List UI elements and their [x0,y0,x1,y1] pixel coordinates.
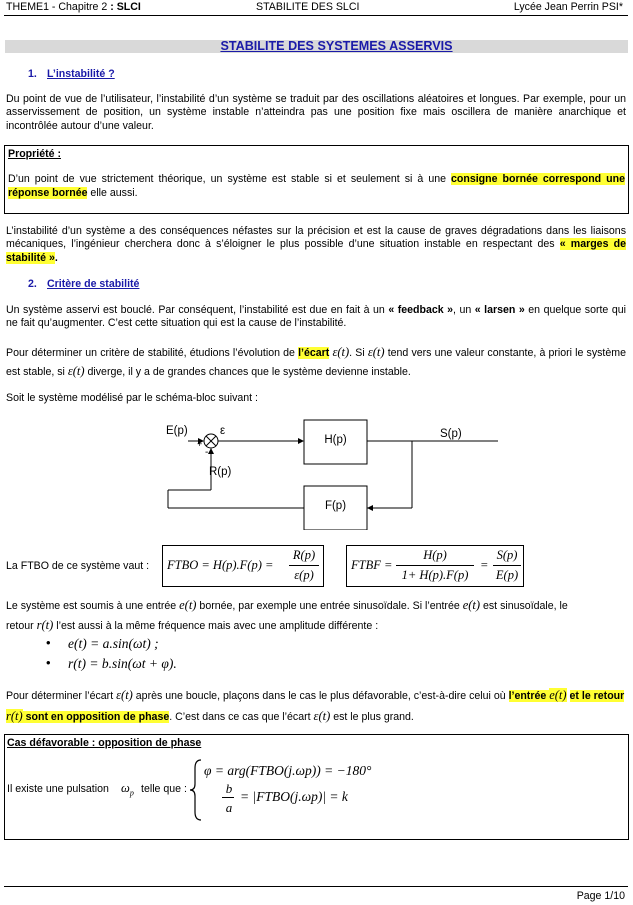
footer-rule [4,886,628,887]
ecart-text-a: Pour déterminer un critère de stabilité, étudions l’évolution de [6,347,299,359]
margins-highlight: « marges de stabilité » [6,238,626,264]
pulsation-text-a: Il existe une pulsation [7,783,109,795]
margins-end: . [54,251,58,264]
margins-paragraph [6,225,626,265]
sinus-text-c: est sinusoïdale, le [480,600,568,612]
omega-symbol [121,781,134,798]
ftbf-lhs: FTBF = [351,558,393,572]
feedback-signal-label: R(p) [209,466,232,478]
block-h-label: H(p) [324,434,347,446]
ftbf-fraction-bar-2 [493,565,521,566]
bullet-1: • [46,635,51,650]
ftbo-denominator: ε(p) [294,568,314,582]
sinus-text-a: Le système est soumis à une entrée [6,600,180,612]
epsilon-t-1: ε(t) [332,345,350,359]
feedback-text-b: , un [453,304,475,316]
gain-equation: = |FTBO(j.ωp)| = k [240,789,348,804]
epsilon-t-5: ε(t) [313,709,331,723]
section1-paragraph: Du point de vue de l’utilisateur, l’instabilité d’un système se traduit par des oscillations aléatoires et longues. Par exemple, pour un asservissement de position, un système instable n’atteindra pas une position fixe mais oscillera de manière anarchique et incontrôlée autour d’une valeur. [6,93,626,132]
output-label: S(p) [440,428,462,440]
sinus-line-1 [6,598,628,613]
header-left [6,1,141,13]
equation-r: r(t) = b.sin(ωt + φ). [68,656,177,671]
equation-e: e(t) = a.sin(ωt) ; [68,636,159,651]
larsen-term: « larsen » [474,304,525,316]
ftbf-denominator-2: E(p) [495,568,519,582]
e-t-2: e(t) [462,598,481,612]
ftbo-lhs: FTBO = H(p).F(p) = [167,558,274,572]
sinus-text-d: retour [6,620,37,632]
worst-text-a: Pour déterminer l’écart [6,690,117,702]
header-center: STABILITE DES SLCI [256,1,360,13]
header-rule [4,15,628,16]
worst-highlight-3: sont en opposition de phase [25,711,170,723]
bullet-2: • [46,655,51,670]
ecart-text-d: diverge, il y a de grandes chances que le système devienne instable. [84,366,411,378]
pulsation-text-b: telle que : [141,783,187,795]
ftbf-numerator-1: H(p) [423,548,447,562]
ftbo-fraction-bar [289,565,319,566]
ftbf-fraction-bar-1 [396,565,474,566]
header-theme: THEME1 - Chapitre 2 [6,1,111,13]
epsilon-t-2: ε(t) [367,345,385,359]
sinus-line-2 [6,618,378,633]
worst-paragraph [6,685,628,727]
sinus-text-e: l’est aussi à la même fréquence mais avec une amplitude différente : [53,620,379,632]
section1-number: 1. [28,68,37,80]
plus-sign: + [197,439,203,449]
schema-intro: Soit le système modélisé par le schéma-bloc suivant : [6,392,259,404]
ecart-text-b: . Si [349,347,368,359]
ftbf-equals: = [480,558,489,572]
property-text [8,173,625,200]
margins-text: L’instabilité d’un système a des conséquences néfastes sur la précision et est la cause de graves dégradations dans les liaisons mécaniques, l’ingénieur cherchera donc à s’éloigner le plus possible d’une situation instable en respectant des [6,225,626,251]
worst-text-b: après une boucle, plaçons dans le cas le plus défavorable, c’est-à-dire celui où [132,690,509,702]
feedback-text-c: en quelque sorte qui ne fait qu’augmenter. C’est cette situation qui est la cause de l’instabilité. [6,304,626,330]
omega-subscript: p [129,788,134,798]
system-brace [188,758,204,822]
worst-text-d: est le plus grand. [330,711,414,723]
minus-sign: - [205,447,209,458]
worst-highlight-1: l’entrée [508,690,547,702]
title-bar [5,40,628,53]
epsilon-t-3: ε(t) [67,364,85,378]
ftbf-denominator-1: 1+ H(p).F(p) [401,568,469,582]
block-diagram [150,410,570,530]
ratio-bar [222,797,234,798]
ecart-highlight: l’écart [298,347,330,359]
header-chapter: : SLCI [110,1,141,13]
phase-equation: φ = arg(FTBO(j.ωp)) = −180° [204,763,372,778]
feedback-paragraph [6,304,626,331]
ecart-paragraph [6,343,626,381]
section1-heading: L’instabilité ? [47,68,115,80]
e-t-1: e(t) [179,598,197,612]
epsilon-label: ε [220,425,226,437]
header-right: Lycée Jean Perrin PSI* [513,1,623,13]
input-label: E(p) [166,425,188,437]
worst-text-c: . C’est dans ce cas que l’écart [169,711,314,723]
ratio-denominator: a [225,800,233,815]
ftbf-numerator-2: S(p) [496,548,518,562]
omega-letter: ω [121,781,130,795]
section2-number: 2. [28,278,37,290]
section2-heading: Critère de stabilité [47,278,140,290]
epsilon-t-4: ε(t) [116,688,133,702]
property-text-b: elle aussi. [87,186,138,199]
worst-case-title: Cas défavorable : opposition de phase [7,737,202,749]
feedback-term: « feedback » [388,304,454,316]
property-highlight: consigne bornée correspond une réponse bornée [8,173,625,199]
worst-highlight-2: et le retour [569,690,625,702]
ratio-numerator: b [225,781,233,796]
property-title: Propriété : [8,148,61,160]
page-title: STABILITE DES SYSTEMES ASSERVIS [220,39,453,53]
e-t-3: e(t) [549,688,567,702]
r-t-1: r(t) [36,618,54,632]
r-t-2: r(t) [6,709,23,723]
property-text-a: D’un point de vue strictement théorique, un système est stable si et seulement si à une [8,173,452,185]
block-f-label: F(p) [324,500,347,512]
feedback-arrow [208,448,214,454]
sinus-text-b: bornée, par exemple une entrée sinusoïdale. Si l’entrée [196,600,463,612]
ftbo-intro: La FTBO de ce système vaut : [6,560,150,572]
ftbo-numerator: R(p) [292,548,316,562]
ecart-text-c: tend vers une valeur constante, à priori le système est stable, si [6,347,626,378]
page-number: Page 1/10 [576,890,625,902]
feedback-text-a: Un système asservi est bouclé. Par conséquent, l’instabilité est due en fait à un [6,304,389,316]
